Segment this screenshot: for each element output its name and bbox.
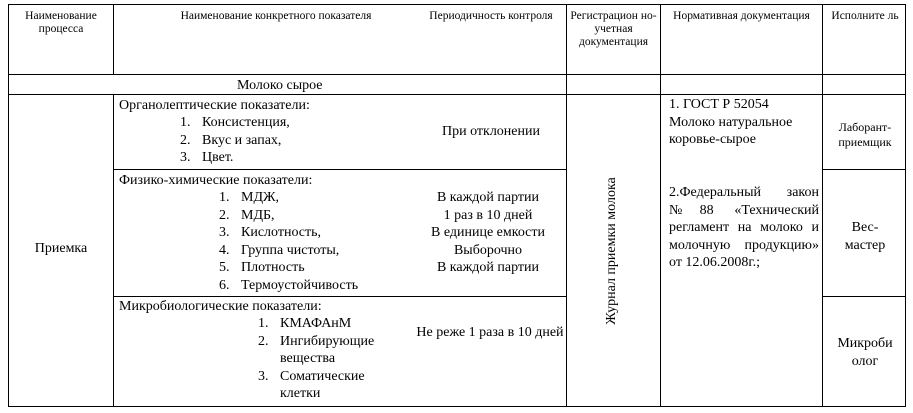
list-item: 2. Ингибирующие вещества: [258, 333, 375, 366]
executor-micro: Микроби олог: [837, 336, 893, 369]
group-title: Физико-химические показатели:: [119, 173, 313, 188]
periodicity-value: В единице емкости: [430, 225, 545, 240]
registration-doc: Журнал приемки молока: [604, 177, 619, 325]
periodicity-value: При отклонении: [441, 124, 540, 139]
periodicity-value: В каждой партии: [436, 190, 540, 205]
normative-doc: 1. ГОСТ Р 52054 Молоко натуральное коровье-сырое: [669, 97, 793, 147]
process-name: Приемка: [34, 241, 88, 256]
list-item: 3. Кислотность,: [219, 225, 322, 240]
col-divider: [113, 4, 114, 75]
list-item: 2. Вкус и запах,: [180, 132, 282, 148]
col-divider: [822, 4, 823, 407]
periodicity-value: 1 раз в 10 дней: [443, 207, 533, 223]
section-title: Молоко сырое: [237, 78, 323, 93]
header-periodicity: Периодичность контроля: [429, 10, 553, 22]
list-item: 1. КМАФАнМ: [258, 316, 352, 331]
periodicity-value: Не реже 1 раза в 10 дней: [416, 325, 564, 340]
header-divider: [8, 74, 906, 75]
row-divider: [113, 296, 566, 297]
list-item: 2. МДБ,: [219, 207, 275, 223]
list-item: 5. Плотность: [219, 260, 305, 275]
header-process: Наименование процесса: [25, 10, 97, 35]
list-item: 1. Консистенция,: [180, 115, 290, 130]
list-item: 1. МДЖ,: [219, 190, 280, 205]
list-item: 3. Цвет.: [180, 150, 234, 165]
row-divider: [822, 296, 906, 297]
header-indicator: Наименование конкретного показателя: [180, 10, 372, 22]
indicator-list: [219, 189, 358, 294]
col-divider: [660, 4, 661, 407]
list-item: 6. Термоустойчивость: [219, 277, 359, 293]
periodicity-value: Выборочно: [453, 242, 523, 258]
table-border-left: [8, 4, 9, 407]
group-title: Микробиологические показатели:: [119, 299, 322, 314]
indicator-list: [258, 315, 408, 403]
periodicity-list: [408, 189, 568, 277]
row-divider: [822, 169, 906, 170]
executor-lab: Лаборант- приемщик: [838, 120, 892, 149]
executor-ves: Вес- мастер: [844, 220, 886, 253]
section-divider: [8, 94, 906, 95]
header-normative: Нормативная документация: [673, 10, 810, 22]
normative-doc: 2.Федеральный закон №88 «Технический регламент на молоко и молочную продукцию» от 12.06.2008г.;: [669, 185, 819, 270]
table-border-bottom: [8, 406, 906, 407]
list-item: 3. Соматические клетки: [258, 368, 365, 401]
indicator-list: [180, 114, 290, 167]
col-divider: [113, 94, 114, 407]
header-executor: Исполните ль: [831, 10, 899, 22]
table-border-top: [8, 4, 906, 5]
row-divider: [113, 169, 566, 170]
group-title: Органолептические показатели:: [119, 98, 310, 113]
periodicity-value: В каждой партии: [436, 260, 540, 275]
list-item: 4. Группа чистоты,: [219, 242, 340, 258]
header-registration: Регистрацион но-учетная документация: [570, 10, 657, 48]
